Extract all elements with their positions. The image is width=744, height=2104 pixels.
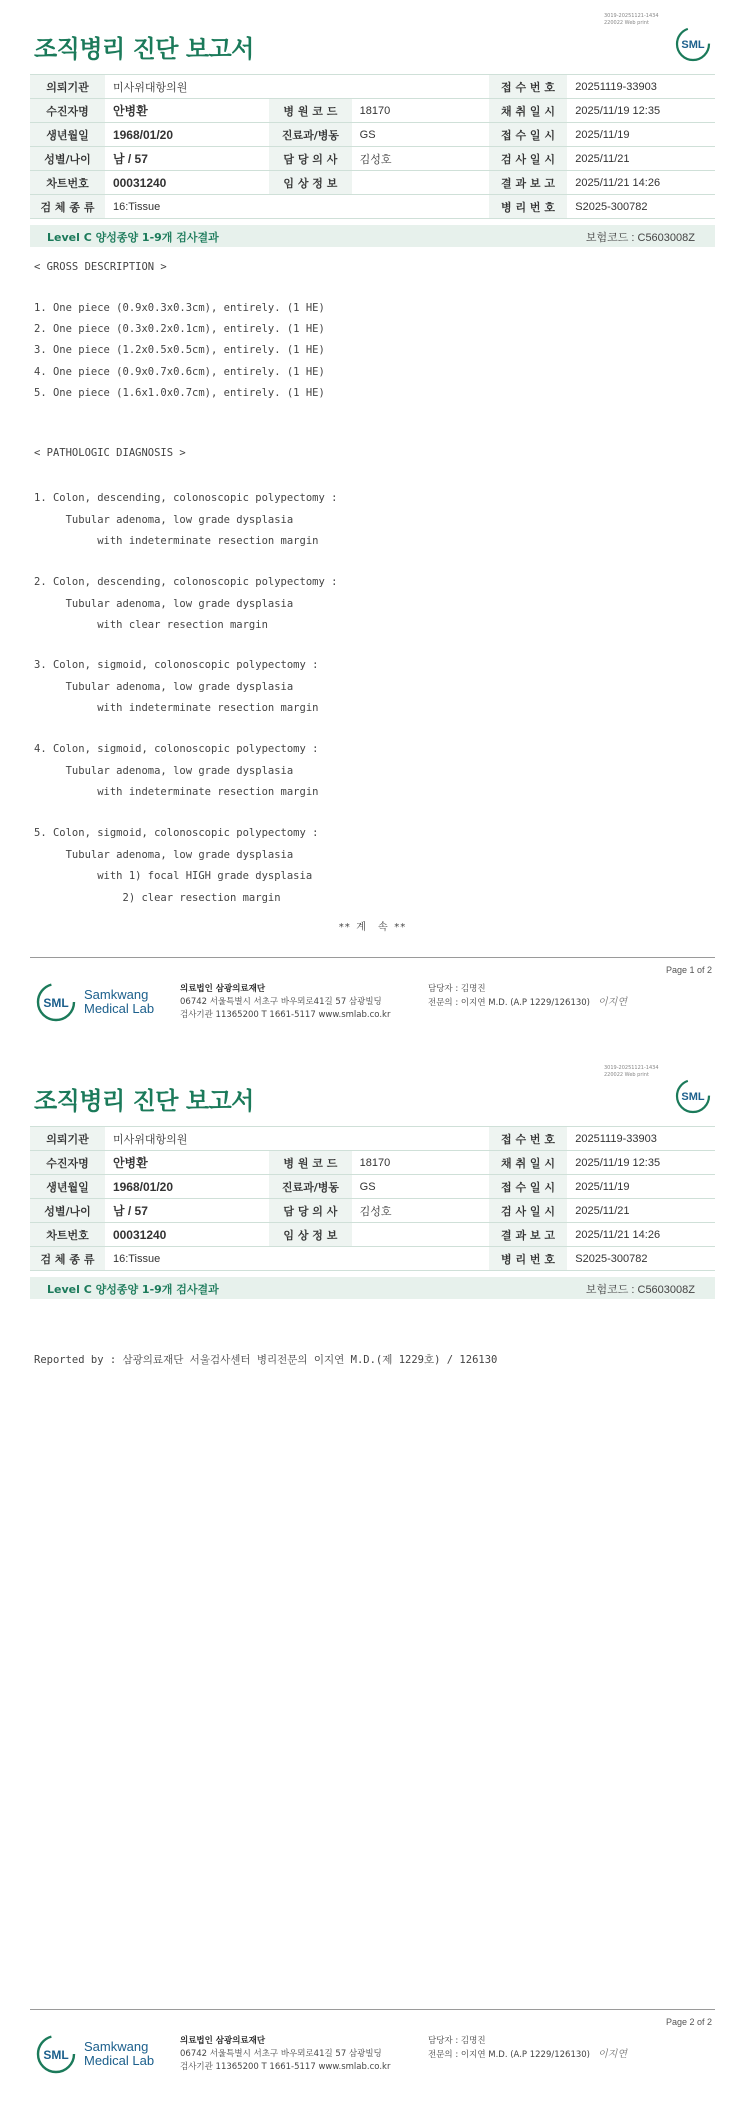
footer-org-info: [180, 2035, 390, 2074]
institution-value: 미사위대항의원: [105, 75, 489, 99]
footer-divider: [30, 957, 715, 958]
diagnosis-item: 3. Colon, sigmoid, colonoscopic polypectomy : Tubular adenoma, low grade dysplasia with indeterminate resection margin: [34, 659, 319, 714]
collect-date-value: 2025/11/19 12:35: [567, 99, 715, 123]
hospital-code-label: 병 원 코 드: [269, 1151, 352, 1175]
diagnosis-item: 1. Colon, descending, colonoscopic polypectomy : Tubular adenoma, low grade dysplasia with indeterminate resection margin: [34, 492, 338, 547]
clinical-label: 임 상 정 보: [269, 1223, 352, 1247]
logo-text: SML: [681, 39, 705, 51]
footer-specialist: 전문의 : 이지연 M.D. (A.P 1229/126130): [428, 998, 590, 1008]
info-row: [30, 99, 715, 123]
name-label: 수진자명: [30, 1151, 105, 1175]
logo-line: Samkwang: [84, 2039, 149, 2054]
sex-age-label: 성별/나이: [30, 1199, 105, 1223]
samkwang-logo: [36, 978, 156, 1028]
signature: 이지연: [598, 997, 627, 1008]
footer-address: 06742 서울특별시 서초구 바우뫼로41길 57 삼광빌딩: [180, 2049, 382, 2059]
birth-value: 1968/01/20: [105, 123, 269, 147]
result-date-label: 결 과 보 고: [489, 171, 568, 195]
footer-contact: 검사기관 11365200 T 1661-5117 www.smlab.co.kr: [180, 1010, 391, 1020]
info-row: [30, 123, 715, 147]
receipt-date-label: 접 수 일 시: [489, 123, 568, 147]
receipt-date-value: 2025/11/19: [567, 1175, 715, 1199]
collect-date-label: 채 취 일 시: [489, 1151, 568, 1175]
samkwang-logo: [36, 2030, 156, 2080]
sml-logo-icon: [36, 982, 76, 1022]
result-date-label: 결 과 보 고: [489, 1223, 568, 1247]
sex-age-value: 남 / 57: [105, 1199, 269, 1223]
receipt-no-value: 20251119-33903: [567, 1127, 715, 1151]
footer-divider: [30, 2009, 715, 2010]
info-row: [30, 1199, 715, 1223]
gross-item: 5. One piece (1.6x1.0x0.7cm), entirely. (1 HE): [34, 387, 325, 399]
stamp-line: 220022 Web print: [604, 20, 649, 26]
info-row: [30, 75, 715, 99]
footer-org: 의료법인 삼광의료재단: [180, 984, 266, 994]
birth-label: 생년월일: [30, 123, 105, 147]
test-name: Level C 양성종양 1-9개 검사결과: [47, 1283, 219, 1296]
footer-contact: 검사기관 11365200 T 1661-5117 www.smlab.co.kr: [180, 2062, 391, 2072]
receipt-no-label: 접 수 번 호: [489, 1127, 568, 1151]
receipt-date-value: 2025/11/19: [567, 123, 715, 147]
logo-text: SML: [681, 1091, 705, 1103]
institution-label: 의뢰기관: [30, 1127, 105, 1151]
hospital-code-value: 18170: [352, 99, 489, 123]
sml-logo-icon: [675, 1078, 711, 1114]
diagnosis-header: < PATHOLOGIC DIAGNOSIS >: [34, 447, 186, 459]
gross-item: 1. One piece (0.9x0.3x0.3cm), entirely. (1 HE): [34, 302, 325, 314]
gross-item: 3. One piece (1.2x0.5x0.5cm), entirely. (1 HE): [34, 344, 325, 356]
specimen-label: 검 체 종 류: [30, 195, 105, 219]
name-label: 수진자명: [30, 99, 105, 123]
collect-date-value: 2025/11/19 12:35: [567, 1151, 715, 1175]
receipt-date-label: 접 수 일 시: [489, 1175, 568, 1199]
diagnosis-item: 5. Colon, sigmoid, colonoscopic polypectomy : Tubular adenoma, low grade dysplasia with 1) focal HIGH grade dysplasia 2) clear resection margin: [34, 827, 319, 904]
footer-org-info: [180, 983, 390, 1022]
name-value: 안병환: [105, 99, 269, 123]
report-page-2: [0, 1052, 744, 2104]
logo-text: SML: [43, 996, 69, 1010]
footer-staff: [428, 983, 627, 1010]
patient-info-table: [30, 1126, 715, 1271]
name-value: 안병환: [105, 1151, 269, 1175]
info-row: [30, 147, 715, 171]
footer-org: 의료법인 삼광의료재단: [180, 2036, 266, 2046]
hospital-code-value: 18170: [352, 1151, 489, 1175]
patient-info-table: [30, 74, 715, 219]
info-row: [30, 1151, 715, 1175]
doctor-value: 김성호: [352, 147, 489, 171]
birth-value: 1968/01/20: [105, 1175, 269, 1199]
dept-value: GS: [352, 123, 489, 147]
receipt-no-label: 접 수 번 호: [489, 75, 568, 99]
path-no-label: 병 리 번 호: [489, 195, 568, 219]
specimen-label: 검 체 종 류: [30, 1247, 105, 1271]
stamp-line: 220022 Web print: [604, 1072, 649, 1078]
print-stamp: [604, 1065, 659, 1079]
test-name: Level C 양성종양 1-9개 검사결과: [47, 231, 219, 244]
stamp-line: 3019-20251121-1434: [604, 13, 659, 19]
institution-value: 미사위대항의원: [105, 1127, 489, 1151]
info-row: [30, 1247, 715, 1271]
gross-item: 2. One piece (0.3x0.2x0.1cm), entirely. (1 HE): [34, 323, 325, 335]
diagnosis-item: 2. Colon, descending, colonoscopic polypectomy : Tubular adenoma, low grade dysplasia with clear resection margin: [34, 576, 338, 631]
print-stamp: [604, 13, 659, 27]
footer-manager: 담당자 : 김명진: [428, 984, 486, 994]
gross-item: 4. One piece (0.9x0.7x0.6cm), entirely. (1 HE): [34, 366, 325, 378]
dept-value: GS: [352, 1175, 489, 1199]
sex-age-value: 남 / 57: [105, 147, 269, 171]
collect-date-label: 채 취 일 시: [489, 99, 568, 123]
insurance-code: 보험코드 : C5603008Z: [585, 1284, 695, 1296]
report-page-1: [0, 0, 744, 1050]
clinical-label: 임 상 정 보: [269, 171, 352, 195]
chart-value: 00031240: [105, 1223, 269, 1247]
info-row: [30, 171, 715, 195]
stamp-line: 3019-20251121-1434: [604, 1065, 659, 1071]
report-title: 조직병리 진단 보고서: [34, 1087, 254, 1115]
info-row: [30, 1127, 715, 1151]
exam-date-value: 2025/11/21: [567, 1199, 715, 1223]
receipt-no-value: 20251119-33903: [567, 75, 715, 99]
test-band: [30, 225, 715, 247]
logo-wordmark: [84, 988, 154, 1016]
clinical-value: [352, 1223, 489, 1247]
path-no-value: S2025-300782: [567, 195, 715, 219]
path-no-label: 병 리 번 호: [489, 1247, 568, 1271]
result-date-value: 2025/11/21 14:26: [567, 171, 715, 195]
dept-label: 진료과/병동: [269, 1175, 352, 1199]
doctor-label: 담 당 의 사: [269, 1199, 352, 1223]
info-row: [30, 195, 715, 219]
logo-text: SML: [43, 2048, 69, 2062]
exam-date-label: 검 사 일 시: [489, 1199, 568, 1223]
doctor-value: 김성호: [352, 1199, 489, 1223]
page-number: Page 1 of 2: [665, 965, 712, 975]
footer-address: 06742 서울특별시 서초구 바우뫼로41길 57 삼광빌딩: [180, 997, 382, 1007]
info-row: [30, 1175, 715, 1199]
test-band: [30, 1277, 715, 1299]
page-number: Page 2 of 2: [665, 2017, 712, 2027]
chart-value: 00031240: [105, 171, 269, 195]
result-date-value: 2025/11/21 14:26: [567, 1223, 715, 1247]
footer-manager: 담당자 : 김명진: [428, 2036, 486, 2046]
logo-line: Medical Lab: [84, 2053, 155, 2068]
signature: 이지연: [598, 2049, 627, 2060]
exam-date-label: 검 사 일 시: [489, 147, 568, 171]
logo-line: Medical Lab: [84, 1001, 155, 1016]
reported-by: Reported by : 삼광의료재단 서울검사센터 병리전문의 이지연 M.D.(제 1229호) / 126130: [34, 1354, 498, 1366]
gross-header: < GROSS DESCRIPTION >: [34, 261, 167, 273]
report-title: 조직병리 진단 보고서: [34, 35, 254, 63]
specimen-value: 16:Tissue: [105, 1247, 489, 1271]
logo-line: Samkwang: [84, 987, 149, 1002]
dept-label: 진료과/병동: [269, 123, 352, 147]
footer-staff: [428, 2035, 627, 2062]
clinical-value: [352, 171, 489, 195]
path-no-value: S2025-300782: [567, 1247, 715, 1271]
hospital-code-label: 병 원 코 드: [269, 99, 352, 123]
chart-label: 차트번호: [30, 171, 105, 195]
specimen-value: 16:Tissue: [105, 195, 489, 219]
logo-wordmark: [84, 2040, 154, 2068]
doctor-label: 담 당 의 사: [269, 147, 352, 171]
birth-label: 생년월일: [30, 1175, 105, 1199]
sml-logo-icon: [675, 26, 711, 62]
continued-note: ** 계 속 **: [338, 922, 406, 933]
footer-specialist: 전문의 : 이지연 M.D. (A.P 1229/126130): [428, 2050, 590, 2060]
sex-age-label: 성별/나이: [30, 147, 105, 171]
institution-label: 의뢰기관: [30, 75, 105, 99]
sml-logo-icon: [36, 2034, 76, 2074]
exam-date-value: 2025/11/21: [567, 147, 715, 171]
insurance-code: 보험코드 : C5603008Z: [585, 232, 695, 244]
info-row: [30, 1223, 715, 1247]
diagnosis-item: 4. Colon, sigmoid, colonoscopic polypectomy : Tubular adenoma, low grade dysplasia with indeterminate resection margin: [34, 743, 319, 798]
chart-label: 차트번호: [30, 1223, 105, 1247]
